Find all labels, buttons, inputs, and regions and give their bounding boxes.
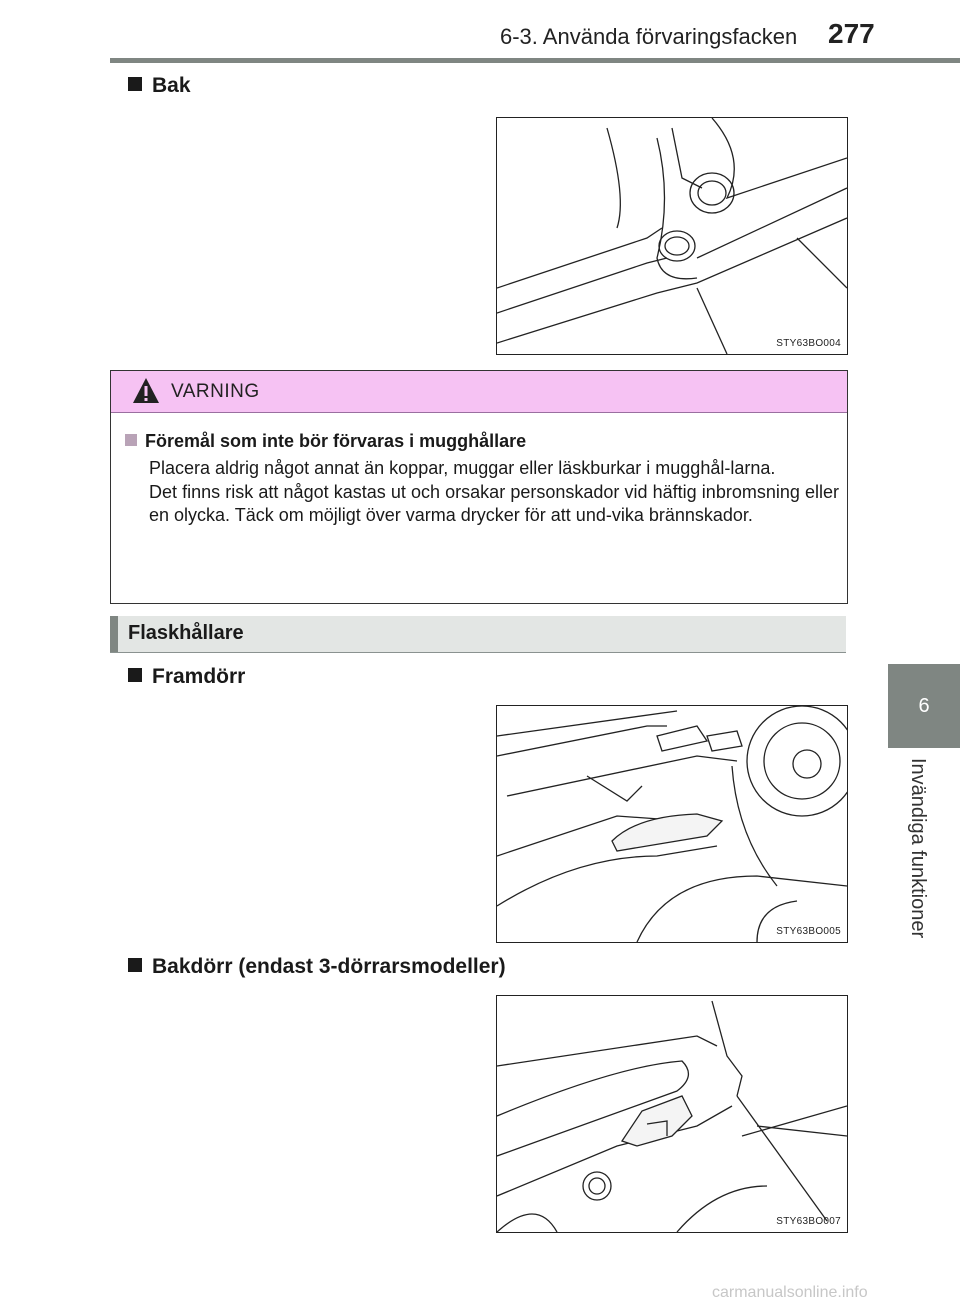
subheading-bakdorr [128,955,506,979]
illustration-rear-door-bottle-holder [496,995,848,1233]
warning-item-title [125,431,526,452]
rear-cupholder-drawing [497,118,847,354]
warning-paragraph: Placera aldrig något annat än koppar, muggar eller läskburkar i mugghål-larna. [149,458,776,478]
subheading-bak [128,74,191,98]
watermark: carmanualsonline.info [712,1284,868,1301]
square-bullet-icon [128,77,142,91]
square-bullet-icon [128,958,142,972]
rear-door-drawing [497,996,847,1232]
image-code: STY63BO005 [776,926,841,937]
chapter-tab[interactable]: 6 [888,664,960,748]
image-code: STY63BO004 [776,338,841,349]
header-section-title: 6-3. Använda förvaringsfacken [500,24,798,49]
image-code: STY63BO007 [776,1216,841,1227]
warning-triangle-icon [131,376,161,406]
square-bullet-icon [128,668,142,682]
warning-item-title-text: Föremål som inte bör förvaras i mugghållare [145,431,527,451]
warning-header [111,371,847,413]
section-accent [110,616,118,652]
warning-label: VARNING [171,381,260,402]
warning-text [149,457,839,528]
section-heading-bar [110,616,846,653]
warning-paragraph: Det finns risk att något kastas ut och orsakar personskador vid häftig inbromsning eller en olycka. Täck om möjligt över varma drycker för att und-vika brännskador. [149,481,839,525]
illustration-front-door-bottle-holder [496,705,848,943]
header-rule [110,58,960,63]
square-bullet-icon [125,434,137,446]
subheading-framdorr [128,665,245,689]
page-number: 277 [828,18,875,49]
subheading-bakdorr-text: Bakdörr (endast 3-dörrarsmodeller) [152,955,506,978]
illustration-rear-cupholder [496,117,848,355]
warning-box [110,370,848,604]
front-door-drawing [497,706,847,942]
chapter-label: Invändiga funktioner [907,758,929,939]
subheading-framdorr-text: Framdörr [152,665,246,688]
subheading-bak-text: Bak [152,74,191,97]
section-title: Flaskhållare [128,622,244,644]
